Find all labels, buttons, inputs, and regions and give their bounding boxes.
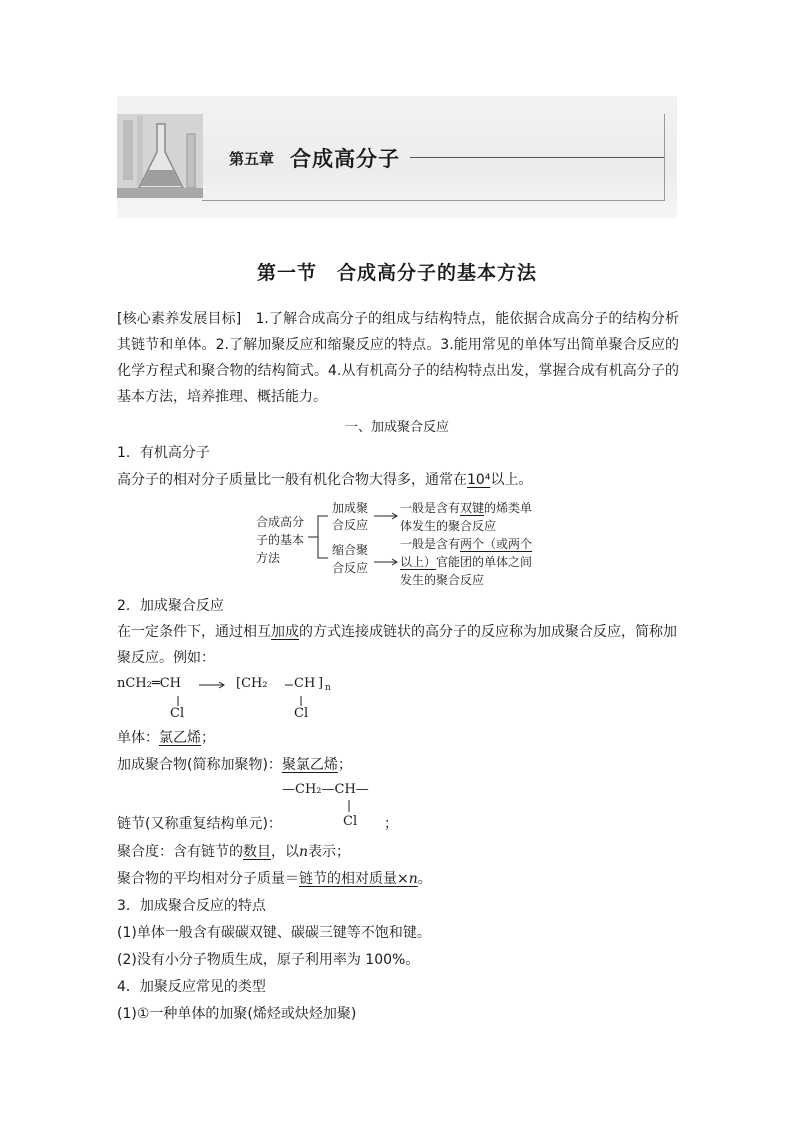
diagram-branch1-line1: 加成聚	[332, 501, 369, 515]
mw-value: 链节的相对质量×	[299, 871, 409, 887]
s2-pre: 在一定条件下，通过相互	[117, 624, 271, 640]
monomer-value: 氯乙烯	[159, 730, 201, 746]
s1-text-before: 高分子的相对分子质量比一般有机化合物大得多，通常在	[117, 472, 467, 488]
chapter-number: 第五章	[229, 150, 275, 168]
monomer-line	[117, 728, 215, 748]
chain-unit-cl: Cl	[343, 814, 358, 829]
part-heading: 一、加成聚合反应	[344, 420, 449, 435]
diagram-branch1-line2: 合反应	[332, 518, 369, 532]
diagram-root-line2: 子的基本	[256, 533, 305, 547]
diagram-branch1-desc-line1	[400, 499, 532, 517]
s1-text	[117, 470, 532, 490]
mw-label: 聚合物的平均相对分子质量＝	[117, 871, 299, 887]
polymer-end: ；	[337, 757, 352, 773]
polymer-value: 聚氯乙烯	[281, 757, 338, 773]
s3-item1: (1)单体一般含有碳碳双键、碳碳三键等不饱和键。	[117, 925, 431, 941]
s3-item2: (2)没有小分子物质生成，原子利用率为 100%。	[117, 952, 420, 968]
diagram-branch2-desc-line2	[400, 553, 532, 571]
s1-title: 1．有机高分子	[117, 445, 210, 461]
dp-line	[117, 842, 350, 862]
mw-end: 。	[417, 871, 432, 887]
reaction-product-open: [CH₂	[236, 676, 268, 691]
diagram-brace	[318, 516, 328, 558]
dp-end: 表示；	[308, 844, 351, 860]
s1-text-value: 10⁴	[467, 472, 491, 488]
chapter-rule	[410, 157, 664, 158]
diagram-branch2-desc-line1	[400, 535, 532, 553]
b2-desc2-u: 以上）	[400, 555, 437, 569]
lab-glassware-image	[117, 114, 203, 198]
mw-line	[117, 869, 432, 889]
monomer-label: 单体：	[117, 730, 159, 746]
diagram-branch1-desc-line2: 体发生的聚合反应	[400, 519, 497, 533]
glassware-illustration	[117, 114, 203, 198]
s2-text-line1	[117, 622, 677, 642]
chain-unit-end: ；	[384, 816, 398, 832]
diagram-branch2-line2: 合反应	[332, 561, 369, 575]
dp-value: 数目	[243, 844, 271, 860]
goals-text: 1.了解合成高分子的组成与结构特点，能依据合成高分子的结构分析其链节和单体。2.了解加聚反应和缩聚反应的特点。3.能用常见的单体写出简单聚合反应的化学方程式和聚合物的结构简式。4.从有机高分子的结构特点出发，掌握合成有机高分子的基本方法，培养推理、概括能力。	[117, 311, 679, 405]
reaction-reactant-cl: Cl	[170, 706, 185, 721]
s2-post: 的方式连接成链状的高分子的反应称为加成聚合反应，简称加	[299, 624, 677, 640]
b1-desc-post: 的烯类单	[484, 501, 533, 515]
dp-label: 聚合度：含有链节的	[117, 844, 243, 860]
dp-after: ，以	[271, 844, 299, 860]
polymer-line	[117, 755, 352, 775]
s4-item1: (1)①一种单体的加聚(烯烃或炔烃加聚)	[117, 1006, 357, 1022]
chain-unit-label: 链节(又称重复结构单元)：	[117, 816, 282, 832]
goals-label: [核心素养发展目标]	[117, 311, 242, 327]
reaction-product-mid: CH	[294, 676, 316, 691]
b2-desc-u: 两个（或两个	[460, 537, 533, 551]
dp-symbol: n	[299, 844, 309, 860]
chapter-title: 合成高分子	[290, 147, 400, 171]
reaction-subscript: n	[325, 683, 331, 693]
s2-title: 2．加成聚合反应	[117, 598, 224, 614]
b1-desc-pre: 一般是含有	[400, 501, 461, 515]
b2-desc2-post: 官能团的单体之间	[436, 555, 533, 569]
s1-text-after: 以上。	[490, 472, 533, 488]
reaction-reactant: nCH₂═CH	[117, 676, 181, 691]
s2-u: 加成	[271, 624, 299, 640]
s3-title: 3．加成聚合反应的特点	[117, 898, 266, 914]
reaction-product-close: ]	[318, 676, 324, 691]
polymer-label: 加成聚合物(简称加聚物)：	[117, 757, 282, 773]
reaction-product-cl: Cl	[294, 706, 309, 721]
diagram-root-line1: 合成高分	[256, 515, 305, 529]
chain-unit-formula: —CH₂—CH—	[282, 782, 369, 797]
s4-title: 4．加聚反应常见的类型	[117, 979, 266, 995]
monomer-end: ；	[201, 730, 215, 746]
diagram-branch2-line1: 缩合聚	[332, 543, 369, 557]
s2-text-line2: 聚反应。例如：	[117, 650, 215, 666]
diagram-branch2-desc-line3: 发生的聚合反应	[400, 573, 485, 587]
mw-value-group	[299, 871, 418, 887]
section-title: 第一节 合成高分子的基本方法	[256, 262, 537, 284]
b1-desc-u: 双键	[460, 501, 485, 515]
diagram-root-line3: 方法	[256, 551, 281, 565]
mw-symbol: n	[408, 871, 418, 887]
b2-desc-pre: 一般是含有	[400, 537, 461, 551]
core-goals-paragraph	[117, 306, 679, 410]
